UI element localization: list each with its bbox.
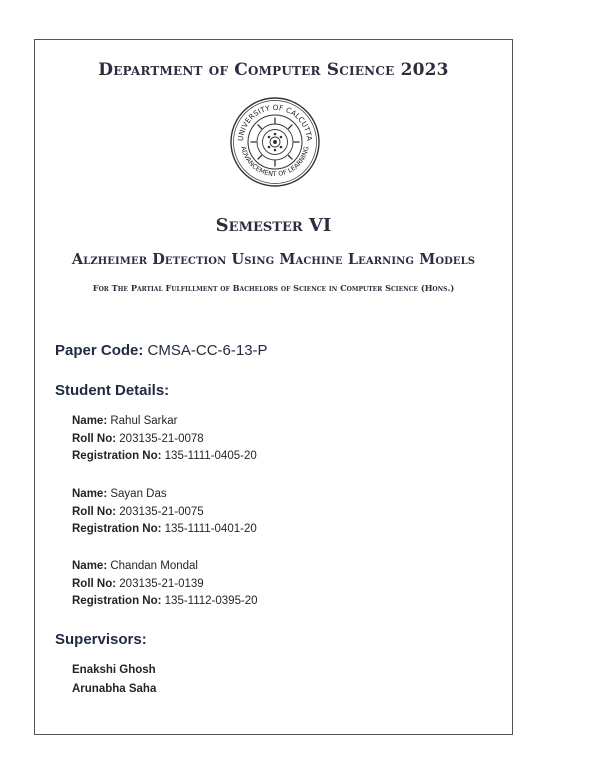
student-registration: 135-1111-0405-20 bbox=[164, 450, 257, 462]
roll-label: Roll No: bbox=[72, 505, 117, 518]
name-label: Name: bbox=[72, 560, 108, 572]
supervisor-name: Enakshi Ghosh bbox=[72, 664, 156, 676]
seal-bottom-text: ADVANCEMENT OF LEARNING bbox=[239, 145, 311, 179]
name-label: Name: bbox=[72, 488, 108, 500]
name-label: Name: bbox=[72, 415, 108, 427]
student-registration: 135-1112-0395-20 bbox=[164, 595, 258, 607]
student-roll: 203135-21-0139 bbox=[119, 577, 204, 590]
department-heading: Department of Computer Science 2023 bbox=[98, 60, 449, 80]
university-seal-icon bbox=[229, 96, 321, 188]
project-subtitle: For The Partial Fulfillment of Bachelors of Science in Computer Science (Hons.) bbox=[92, 283, 455, 293]
student-name: Sayan Das bbox=[110, 488, 167, 500]
student-entry bbox=[72, 486, 257, 539]
paper-code-value: CMSA-CC-6-13-P bbox=[147, 342, 268, 359]
supervisor-name: Arunabha Saha bbox=[72, 683, 157, 695]
student-roll: 203135-21-0075 bbox=[119, 505, 204, 518]
page-frame bbox=[34, 39, 513, 735]
seal-top-text: UNIVERSITY OF CALCUTTA bbox=[235, 102, 315, 142]
student-entry bbox=[72, 558, 258, 611]
student-roll: 203135-21-0078 bbox=[119, 432, 204, 445]
registration-label: Registration No: bbox=[72, 450, 162, 462]
student-name: Rahul Sarkar bbox=[110, 415, 178, 427]
paper-code bbox=[55, 342, 268, 359]
paper-code-label: Paper Code: bbox=[55, 342, 144, 359]
roll-label: Roll No: bbox=[72, 577, 117, 590]
registration-label: Registration No: bbox=[72, 595, 162, 607]
project-title: Alzheimer Detection Using Machine Learning Models bbox=[71, 251, 476, 268]
student-details-title: Student Details: bbox=[55, 382, 170, 399]
roll-label: Roll No: bbox=[72, 432, 117, 445]
semester-heading: Semester VI bbox=[215, 215, 332, 236]
student-name: Chandan Mondal bbox=[110, 560, 198, 572]
registration-label: Registration No: bbox=[72, 523, 162, 535]
student-registration: 135-1111-0401-20 bbox=[164, 523, 257, 535]
student-entry bbox=[72, 413, 257, 466]
supervisor-list bbox=[72, 661, 156, 699]
supervisors-title: Supervisors: bbox=[55, 631, 147, 648]
